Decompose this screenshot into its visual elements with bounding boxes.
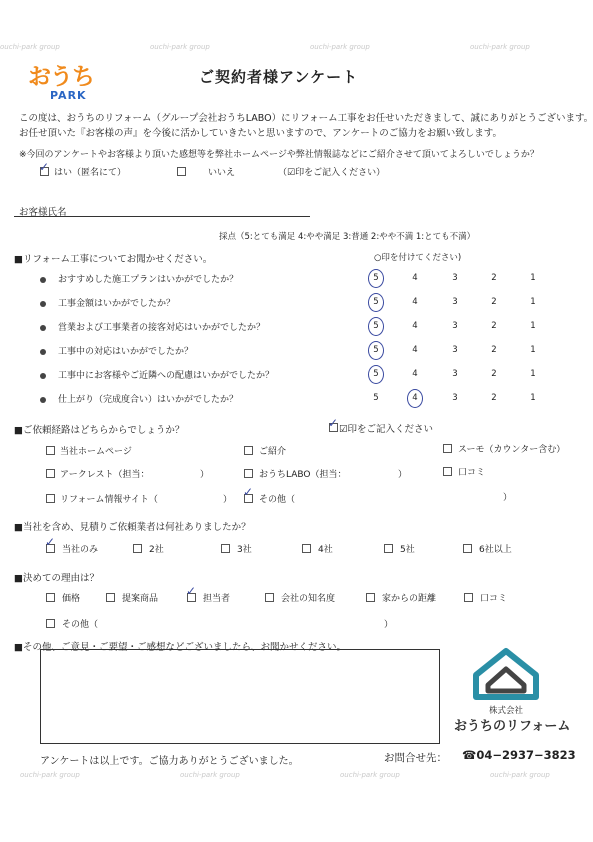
vendor-count-label: 6社以上: [479, 545, 512, 555]
route-intro-label: ご紹介: [259, 447, 287, 457]
logo: [28, 64, 94, 102]
question-text: 工事金額はいかがでしたか？: [58, 299, 176, 309]
score-option[interactable]: 2: [491, 369, 497, 379]
vendor-count-label: 4社: [318, 545, 333, 555]
reason-checkbox[interactable]: [46, 593, 55, 602]
answer-circle: [407, 389, 423, 408]
watermark: ouchi-park group: [150, 43, 210, 51]
reason-checkbox[interactable]: [464, 593, 473, 602]
score-option[interactable]: 5: [373, 297, 379, 307]
check-mark-icon: ✓: [243, 485, 254, 499]
section1-hint: ○印を付けてください): [374, 253, 462, 263]
score-option[interactable]: 3: [452, 273, 458, 283]
question-text: 工事中にお客様やご近隣への配慮はいかがでしたか？: [58, 371, 275, 381]
score-option[interactable]: 5: [373, 369, 379, 379]
check-mark-icon: ✓: [45, 535, 56, 549]
logo-top-text: おうち: [28, 64, 94, 90]
route-other-close: ）: [503, 493, 513, 503]
route-arcrest-checkbox[interactable]: [46, 469, 55, 478]
logo-bottom-text: PARK: [50, 89, 87, 102]
check-mark-icon: ✓: [328, 416, 339, 430]
route-reform-site-label: リフォーム情報サイト（: [60, 495, 158, 505]
section2-hint: ☑印をご記入ください: [339, 424, 434, 435]
score-option[interactable]: 5: [373, 393, 379, 403]
route-kuchikomi-checkbox[interactable]: [443, 467, 452, 476]
reason-label: 会社の知名度: [281, 594, 336, 604]
route-hp-checkbox[interactable]: [46, 446, 55, 455]
route-reform-site-close: ）: [223, 495, 233, 505]
score-option[interactable]: 2: [491, 273, 497, 283]
score-option[interactable]: 3: [452, 393, 458, 403]
check-mark-icon: ✓: [186, 584, 197, 598]
reason-checkbox[interactable]: [106, 593, 115, 602]
score-option[interactable]: 4: [412, 297, 418, 307]
company-type: 株式会社: [489, 706, 524, 716]
question-text: 仕上がり（完成度合い）はいかがでしたか？: [58, 395, 239, 405]
score-option[interactable]: 4: [412, 393, 418, 403]
contact-label: お問合せ先：: [384, 752, 447, 764]
route-suumo-label: スーモ（カウンター含む）: [458, 445, 566, 455]
watermark: ouchi-park group: [340, 771, 400, 779]
section1-title: ■リフォーム工事についてお聞かせください。: [14, 254, 213, 265]
vendor-count-label: 5社: [400, 545, 415, 555]
customer-name-label: お客様氏名: [19, 207, 67, 218]
answer-circle: [368, 341, 384, 360]
answer-circle: [368, 293, 384, 312]
rating-legend: 採点（5:とても満足 4:やや満足 3:普通 2:やや不満 1:とても不満）: [219, 232, 476, 242]
footer-thanks: アンケートは以上です。ご協力ありがとうございました。: [40, 756, 299, 767]
bullet-icon: [40, 373, 46, 379]
route-other-label: その他（: [259, 495, 296, 505]
comments-box[interactable]: [40, 649, 440, 744]
vendor-count-checkbox[interactable]: [463, 544, 472, 553]
score-option[interactable]: 3: [452, 297, 458, 307]
bullet-icon: [40, 277, 46, 283]
score-option[interactable]: 4: [412, 345, 418, 355]
section3-title: ■当社を含め、見積りご依頼業者は何社ありましたか？: [14, 522, 251, 533]
route-reform-site-checkbox[interactable]: [46, 494, 55, 503]
section4-title: ■決めての理由は？: [14, 573, 99, 584]
watermark: ouchi-park group: [490, 771, 550, 779]
watermark-band-top: [0, 42, 593, 56]
score-option[interactable]: 3: [452, 369, 458, 379]
reason-other-checkbox[interactable]: [46, 619, 55, 628]
reason-label: 担当者: [203, 594, 231, 604]
score-option[interactable]: 1: [530, 345, 536, 355]
score-option[interactable]: 4: [412, 369, 418, 379]
reason-label: 家からの距離: [382, 594, 437, 604]
watermark: ouchi-park group: [180, 771, 240, 779]
consent-question: ※今回のアンケートやお客様より頂いた感想等を弊社ホームページや弊社情報誌などにご紹介させて頂いてよろしいでしょうか？: [19, 150, 539, 160]
vendor-count-checkbox[interactable]: [384, 544, 393, 553]
score-option[interactable]: 1: [530, 393, 536, 403]
score-option[interactable]: 2: [491, 345, 497, 355]
score-option[interactable]: 2: [491, 297, 497, 307]
reason-checkbox[interactable]: [265, 593, 274, 602]
consent-yes-label: はい（匿名にて）: [54, 168, 127, 178]
consent-note: （☑印をご記入ください）: [278, 168, 386, 178]
vendor-count-label: 2社: [149, 545, 164, 555]
watermark: ouchi-park group: [0, 43, 60, 51]
watermark: ouchi-park group: [310, 43, 370, 51]
score-option[interactable]: 5: [373, 273, 379, 283]
vendor-count-label: 3社: [237, 545, 252, 555]
answer-circle: [368, 365, 384, 384]
customer-name-line[interactable]: [14, 216, 310, 217]
question-text: おすすめした施工プランはいかがでしたか？: [58, 275, 239, 285]
score-option[interactable]: 1: [530, 369, 536, 379]
contact-phone: ☎04−2937−3823: [462, 748, 576, 762]
reason-label: 提案商品: [122, 594, 159, 604]
route-intro-checkbox[interactable]: [244, 446, 253, 455]
score-option[interactable]: 1: [530, 321, 536, 331]
watermark-band-bottom: [0, 770, 593, 784]
route-labo-label: おうちLABO（担当：: [259, 470, 347, 480]
vendor-count-checkbox[interactable]: [302, 544, 311, 553]
bullet-icon: [40, 301, 46, 307]
reason-other-label: その他（: [62, 620, 99, 630]
reason-label: 口コミ: [480, 594, 508, 604]
question-text: 工事中の対応はいかがでしたか？: [58, 347, 194, 357]
route-kuchikomi-label: 口コミ: [458, 468, 486, 478]
vendor-count-checkbox[interactable]: [221, 544, 230, 553]
house-logo-icon: [470, 645, 542, 701]
intro-line-1: この度は、おうちのリフォーム（グループ会社おうちLABO）にリフォーム工事をお任せいただきまして、誠にありがとうございます。: [19, 113, 593, 124]
route-suumo-checkbox[interactable]: [443, 444, 452, 453]
watermark: ouchi-park group: [470, 43, 530, 51]
section5-title: ■その他、ご意見・ご要望・ご感想などございましたら、お聞かせください。: [14, 642, 346, 653]
intro-line-2: お任せ頂いた『お客様の声』を今後に活かしていきたいと思いますので、アンケートのご協力をお願い致します。: [19, 128, 502, 139]
answer-circle: [368, 269, 384, 288]
page-title: ご契約者様アンケート: [199, 68, 359, 86]
check-mark-icon: ✓: [39, 160, 50, 174]
route-arcrest-close: ）: [200, 470, 210, 480]
route-labo-checkbox[interactable]: [244, 469, 253, 478]
vendor-count-checkbox[interactable]: [133, 544, 142, 553]
reason-checkbox[interactable]: [366, 593, 375, 602]
score-option[interactable]: 5: [373, 321, 379, 331]
bullet-icon: [40, 325, 46, 331]
score-option[interactable]: 3: [452, 321, 458, 331]
question-text: 営業および工事業者の接客対応はいかがでしたか？: [58, 323, 266, 333]
reason-label: 価格: [62, 594, 81, 604]
section2-title: ■ご依頼経路はどちらからでしょうか？: [14, 425, 185, 436]
score-option[interactable]: 3: [452, 345, 458, 355]
answer-circle: [368, 317, 384, 336]
bullet-icon: [40, 397, 46, 403]
score-option[interactable]: 4: [412, 321, 418, 331]
score-option[interactable]: 2: [491, 393, 497, 403]
score-option[interactable]: 4: [412, 273, 418, 283]
vendor-count-label: 当社のみ: [62, 545, 99, 555]
score-option[interactable]: 1: [530, 273, 536, 283]
bullet-icon: [40, 349, 46, 355]
score-option[interactable]: 2: [491, 321, 497, 331]
company-name: おうちのリフォーム: [454, 719, 571, 734]
watermark: ouchi-park group: [20, 771, 80, 779]
consent-no-checkbox[interactable]: [177, 167, 186, 176]
reason-other-close: ）: [384, 620, 394, 630]
consent-no-label: いいえ: [208, 168, 236, 178]
route-arcrest-label: アークレスト（担当：: [60, 470, 150, 480]
route-labo-close: ）: [398, 470, 408, 480]
score-option[interactable]: 1: [530, 297, 536, 307]
score-option[interactable]: 5: [373, 345, 379, 355]
route-hp-label: 当社ホームページ: [60, 447, 132, 457]
